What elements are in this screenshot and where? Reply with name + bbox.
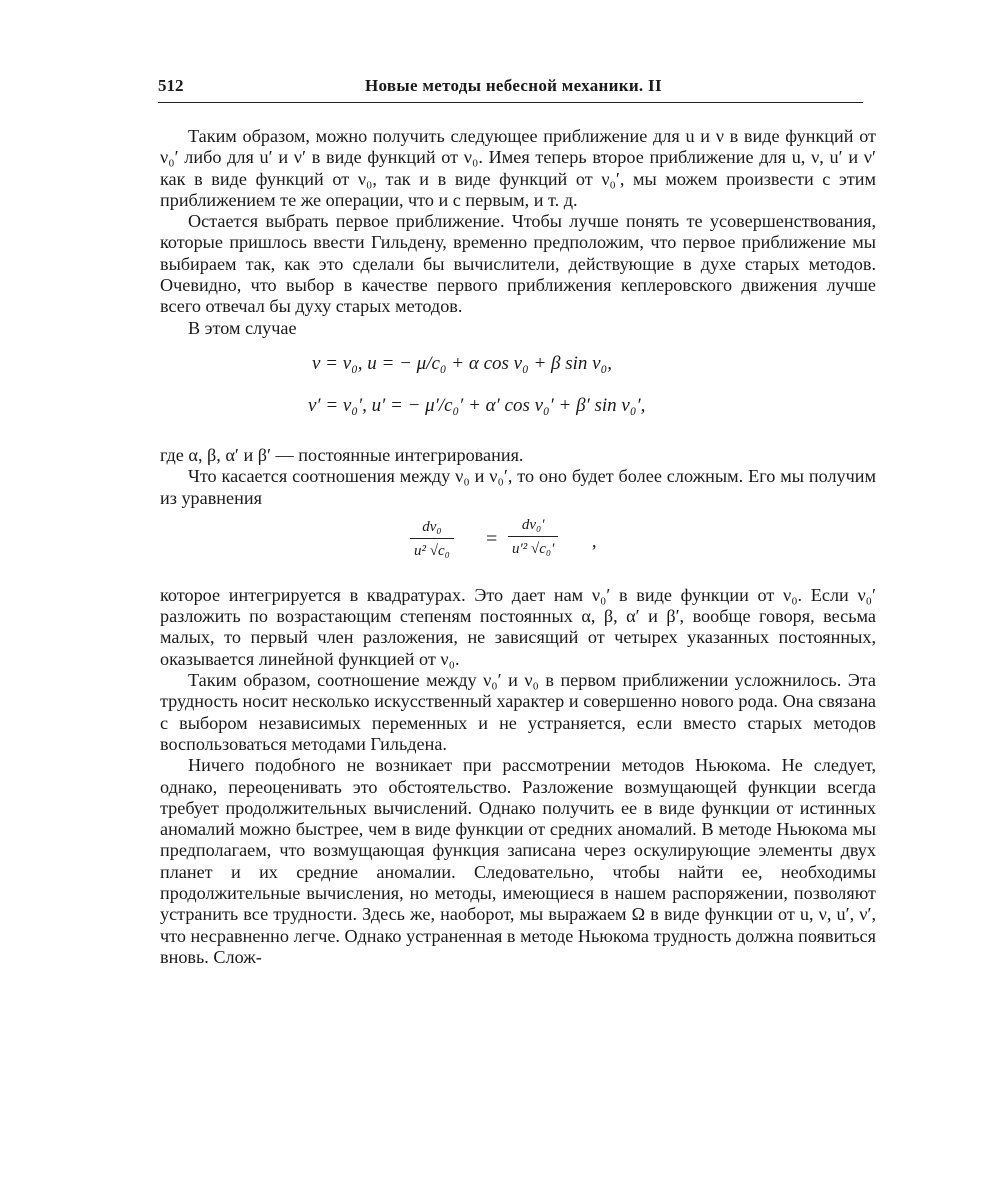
fraction-right-numerator: dν₀′ (521, 516, 545, 533)
paragraph-newcomb: Ничего подобного не возникает при рассмотрении методов Ньюкома. Не следует, однако, переоценивать это обстоятельство. Разложение возмущающей функции всегда требует продолжительных вычислений. Однако получить ее в виде функции от истинных аномалий можно быстрее, чем в виде функции от средних аномалий. В методе Ньюкома мы предполагаем, что возмущающая функция записана через оскулирующие элементы двух планет и их средние аномалии. Следовательно, чтобы найти ее, необходимы продолжительные вычисления, но методы, имеющиеся в нашем распоряжении, позволяют устранить все трудности. Здесь же, наоборот, мы выражаем Ω в виде функции от u, ν, u′, ν′, что несравненно легче. Однако устраненная в методе Ньюкома трудность должна появиться вновь. Слож- (160, 755, 876, 967)
equation-comma: , (592, 530, 597, 551)
page-body (160, 126, 876, 968)
fraction-left (410, 517, 454, 563)
equation-line-2: ν′ = ν₀′, u′ = − μ′/c₀′ + α′ cos ν₀′ + β′ sin ν₀′, (308, 394, 646, 416)
paragraph-constants: где α, β, α′ и β′ — постоянные интегрирования. (160, 444, 524, 465)
equals-sign: = (486, 527, 498, 550)
paragraph-quadrature: которое интегрируется в квадратурах. Это дает нам ν₀′ в виде функции от ν₀. Если ν₀′ разложить по возрастающим степеням постоянных α, β, α′ и β′, вообще говоря, весьма малых, то первый член разложения, не зависящий от четырех указанных постоянных, оказывается линейной функцией от ν₀. (160, 584, 876, 669)
paragraph-2: Остается выбрать первое приближение. Чтобы лучше понять те усовершенствования, которые пришлось ввести Гильдену, временно предположим, что первое приближение мы выбираем так, как это сделали бы вычислители, действующие в духе старых методов. Очевидно, что выбор в качестве первого приближения кеплеровского движения лучше всего отвечал бы духу старых методов. (160, 211, 876, 317)
fraction-right-denominator: u′² √c₀′ (508, 536, 558, 560)
running-title: Новые методы небесной механики. II (365, 76, 662, 95)
page-number: 512 (158, 76, 184, 95)
fraction-left-denominator: u² √c₀ (410, 538, 454, 562)
page-header (158, 76, 863, 103)
paragraph-3: В этом случае (188, 317, 297, 338)
paragraph-relation: Что касается соотношения между ν₀ и ν₀′, то оно будет более сложным. Его мы получим из уравнения (160, 466, 876, 508)
fraction-right (508, 515, 558, 561)
equation-block (160, 343, 876, 441)
fraction-left-numerator: dν₀ (422, 518, 442, 535)
paragraph-complication: Таким образом, соотношение между ν₀′ и ν₀ в первом приближении усложнилось. Эта трудность носит несколько искусственный характер и совершенно нового рода. Она связана с выбором независимых переменных и не устраняется, если вместо старых методов воспользоваться методами Гильдена. (160, 670, 876, 754)
equation-line-1: ν = ν₀, u = − μ/c₀ + α cos ν₀ + β sin ν₀, (312, 352, 612, 374)
fraction-equation (160, 511, 876, 581)
paragraph-1: Таким образом, можно получить следующее приближение для u и ν в виде функций от ν₀′ либо для u′ и ν′ в виде функций от ν₀. Имея теперь второе приближение для u, ν, u′ и ν′ как в виде функций от ν₀, так и в виде функций от ν₀′, мы можем произвести с этим приближением те же операции, что и с первым, и т. д. (160, 126, 876, 210)
